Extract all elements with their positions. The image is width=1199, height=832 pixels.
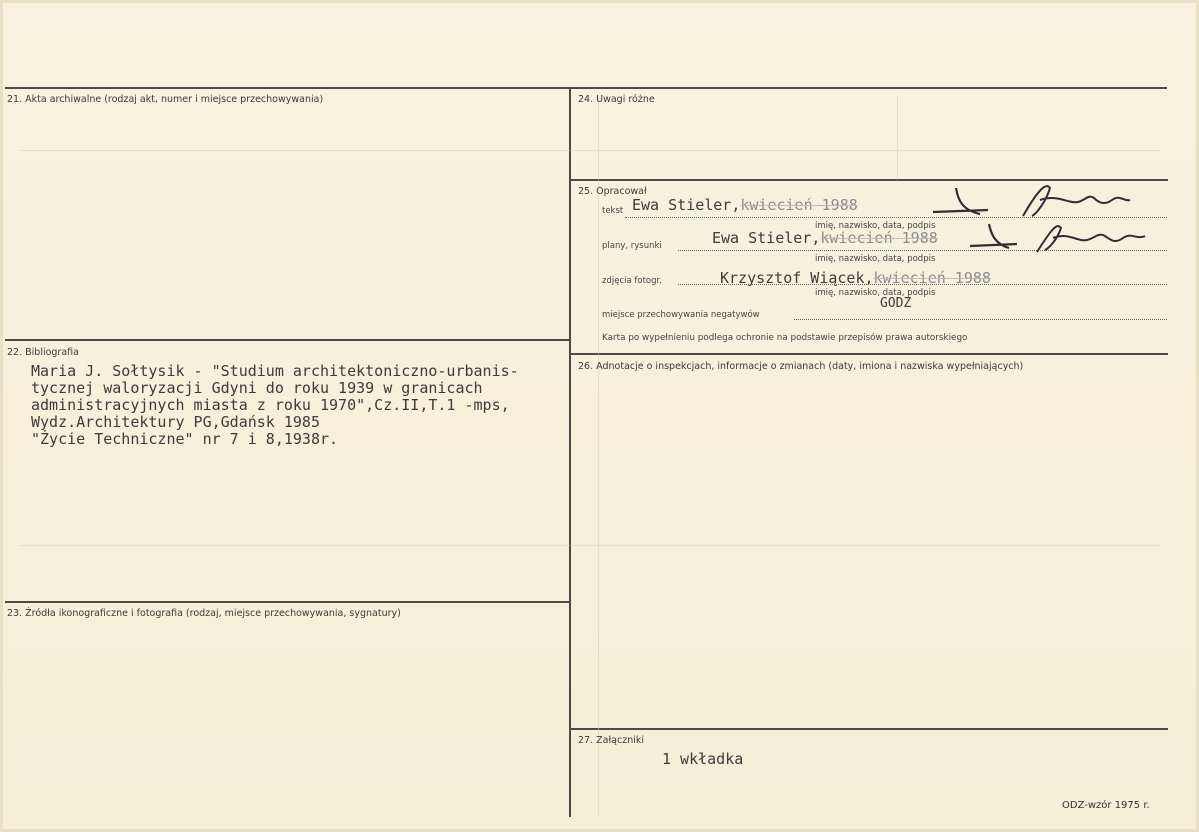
show-through-line	[598, 95, 599, 815]
negatywy-dotline	[794, 319, 1167, 320]
field-26-label: 26. Adnotacje o inspekcjach, informacje o zmianach (daty, imiona i nazwiska wypełniających)	[578, 361, 1024, 372]
form-code: ODZ-wzór 1975 r.	[1062, 800, 1150, 811]
negatywy-value: GODZ	[880, 296, 912, 311]
show-through-line	[20, 545, 1160, 546]
plany-date: kwiecień 1988	[820, 229, 938, 247]
plany-label: plany, rysunki	[602, 241, 662, 251]
attachments-value: 1 wkładka	[662, 750, 744, 768]
zdjecia-author-name: Krzysztof Wiącek,	[720, 269, 874, 287]
tekst-date: kwiecień 1988	[740, 196, 858, 214]
tekst-label: tekst	[602, 206, 624, 216]
show-through-line	[897, 95, 898, 180]
zdjecia-date: kwiecień 1988	[873, 269, 991, 287]
center-divider	[569, 87, 571, 817]
rule-21-22	[5, 339, 569, 341]
plany-author-name: Ewa Stieler,	[712, 229, 821, 247]
plany-signature	[965, 218, 1165, 258]
tekst-caption: imię, nazwisko, data, podpis	[815, 221, 936, 231]
field-27-label: 27. Załączniki	[578, 735, 644, 746]
copyright-notice: Karta po wypełnieniu podlega ochronie na podstawie przepisów prawa autorskiego	[602, 333, 968, 343]
field-23-label: 23. Źródła ikonograficzne i fotografia (rodzaj, miejsce przechowywania, sygnatury)	[7, 608, 401, 619]
rule-26-27	[571, 728, 1168, 730]
bibliography-text: Maria J. Sołtysik - "Studium architektoniczno-urbanis- tycznej waloryzacji Gdyni do roku 1939 w granicach administracyjnych miasta z roku 1970",Cz.II,T.1 -mps, Wydz.Architektury PG,Gdańsk 1985 "Życie Techniczne" nr 7 i 8,1938r.	[31, 362, 519, 448]
zdjecia-label: zdjęcia fotogr.	[602, 276, 662, 286]
zdjecia-caption: imię, nazwisko, data, podpis	[815, 288, 936, 298]
plany-author	[712, 229, 938, 247]
field-21-label: 21. Akta archiwalne (rodzaj akt, numer i miejsce przechowywania)	[7, 94, 324, 105]
rule-25-26	[571, 353, 1168, 355]
top-rule	[5, 87, 1167, 89]
field-24-label: 24. Uwagi różne	[578, 94, 655, 105]
zdjecia-dotline	[678, 284, 1167, 285]
tekst-author	[632, 196, 858, 214]
field-22-label: 22. Bibliografia	[7, 347, 79, 358]
plany-caption: imię, nazwisko, data, podpis	[815, 254, 936, 264]
tekst-author-name: Ewa Stieler,	[632, 196, 741, 214]
field-25-label: 25. Opracował	[578, 186, 647, 197]
rule-22-23	[5, 601, 569, 603]
show-through-line	[20, 150, 1160, 151]
negatywy-label: miejsce przechowywania negatywów	[602, 310, 760, 320]
